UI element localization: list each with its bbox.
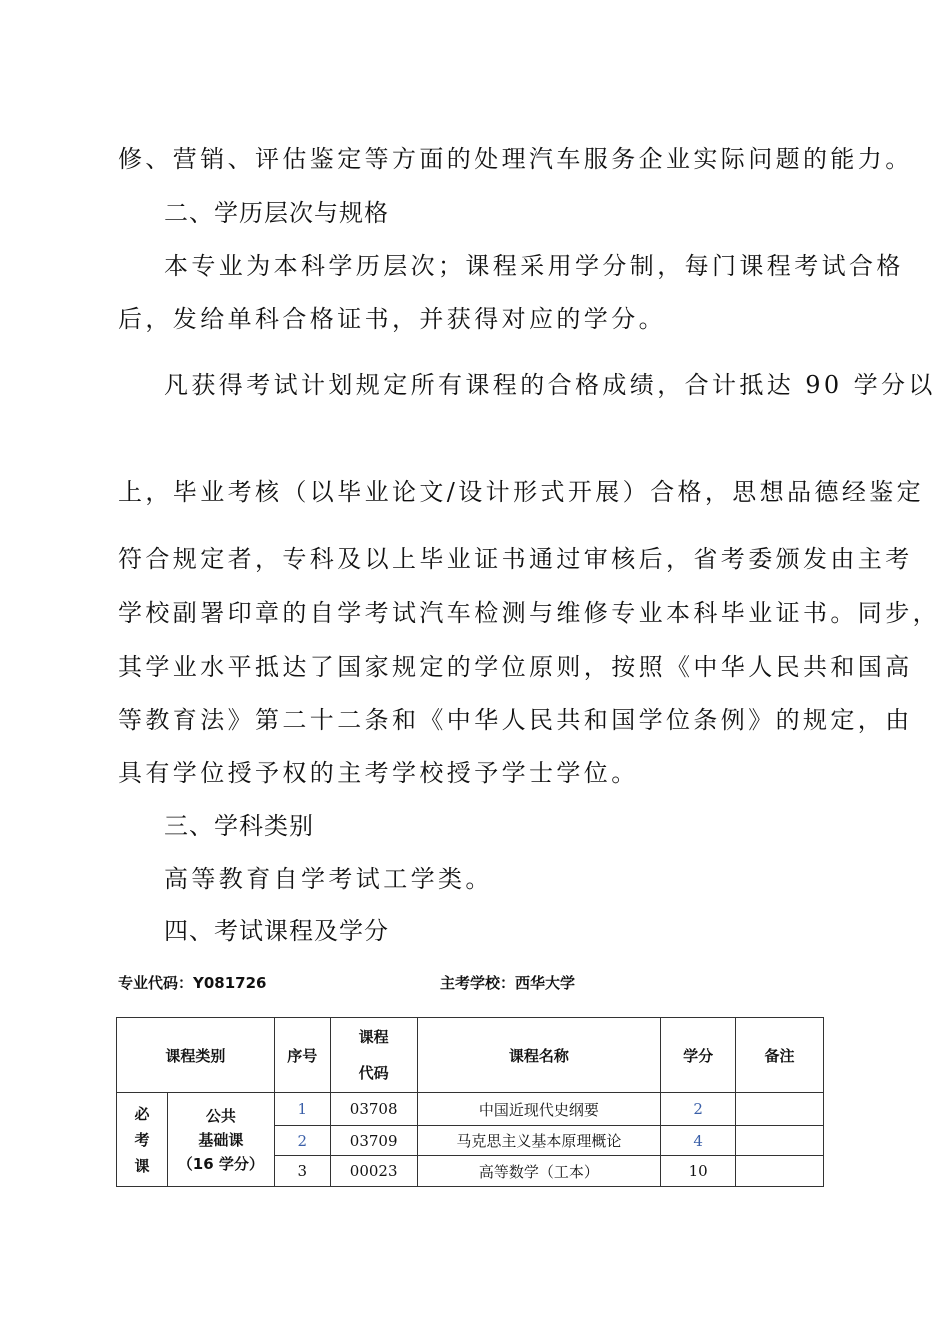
paragraph-line: 高等教育自学考试工学类。 bbox=[164, 865, 493, 893]
row-code: 00023 bbox=[330, 1156, 417, 1187]
row-seq: 1 bbox=[274, 1093, 330, 1126]
header-seq: 序号 bbox=[274, 1018, 330, 1093]
paragraph-line: 符合规定者，专科及以上毕业证书通过审核后，省考委颁发由主考 bbox=[118, 545, 913, 573]
header-code-line1: 课程 bbox=[358, 1028, 389, 1046]
row-course-name: 马克思主义基本原理概论 bbox=[417, 1126, 661, 1156]
category-required-char: 必 bbox=[134, 1104, 150, 1123]
row-code: 03709 bbox=[330, 1126, 417, 1156]
header-remark: 备注 bbox=[736, 1018, 824, 1093]
category-public-basic bbox=[167, 1093, 274, 1187]
section-heading-2: 二、学历层次与规格 bbox=[164, 199, 389, 227]
header-code-line2: 代码 bbox=[358, 1064, 389, 1082]
row-remark bbox=[736, 1126, 824, 1156]
paragraph-line: 后，发给单科合格证书，并获得对应的学分。 bbox=[118, 305, 666, 333]
row-credit: 4 bbox=[661, 1126, 736, 1156]
header-name: 课程名称 bbox=[417, 1018, 661, 1093]
course-table bbox=[116, 1017, 824, 1187]
row-course-name: 高等数学（工本） bbox=[417, 1156, 661, 1187]
header-credit: 学分 bbox=[661, 1018, 736, 1093]
row-remark bbox=[736, 1156, 824, 1187]
row-credit: 2 bbox=[661, 1093, 736, 1126]
category-public-line: （16 学分） bbox=[177, 1154, 264, 1173]
paragraph-line: 凡获得考试计划规定所有课程的合格成绩，合计抵达 90 学分以 bbox=[164, 371, 936, 399]
exam-school: 主考学校：西华大学 bbox=[440, 974, 576, 992]
row-course-name: 中国近现代史纲要 bbox=[417, 1093, 661, 1126]
paragraph-line: 本专业为本科学历层次；课程采用学分制，每门课程考试合格 bbox=[164, 252, 904, 280]
category-public-line: 公共 bbox=[205, 1106, 236, 1125]
row-seq: 3 bbox=[274, 1156, 330, 1187]
table-header-row bbox=[117, 1018, 824, 1093]
category-required-char: 考 bbox=[134, 1130, 150, 1149]
category-required-char: 课 bbox=[134, 1156, 150, 1175]
section-heading-3: 三、学科类别 bbox=[164, 812, 314, 840]
paragraph-line: 其学业水平抵达了国家规定的学位原则，按照《中华人民共和国高 bbox=[118, 653, 913, 681]
paragraph-line: 等教育法》第二十二条和《中华人民共和国学位条例》的规定，由 bbox=[118, 706, 913, 734]
header-category: 课程类别 bbox=[117, 1018, 275, 1093]
paragraph-line: 学校副署印章的自学考试汽车检测与维修专业本科毕业证书。同步， bbox=[118, 599, 940, 627]
row-seq: 2 bbox=[274, 1126, 330, 1156]
paragraph-line: 修、营销、评估鉴定等方面的处理汽车服务企业实际问题的能力。 bbox=[118, 145, 913, 173]
header-code bbox=[330, 1018, 417, 1093]
row-remark bbox=[736, 1093, 824, 1126]
paragraph-line: 上，毕业考核（以毕业论文/设计形式开展）合格，思想品德经鉴定 bbox=[118, 478, 925, 506]
section-heading-4: 四、考试课程及学分 bbox=[164, 917, 389, 945]
category-public-line: 基础课 bbox=[198, 1130, 244, 1149]
row-code: 03708 bbox=[330, 1093, 417, 1126]
table-row bbox=[117, 1093, 824, 1126]
major-code: 专业代码：Y081726 bbox=[118, 974, 267, 992]
paragraph-line: 具有学位授予权的主考学校授予学士学位。 bbox=[118, 759, 639, 787]
category-required bbox=[117, 1093, 168, 1187]
row-credit: 10 bbox=[661, 1156, 736, 1187]
